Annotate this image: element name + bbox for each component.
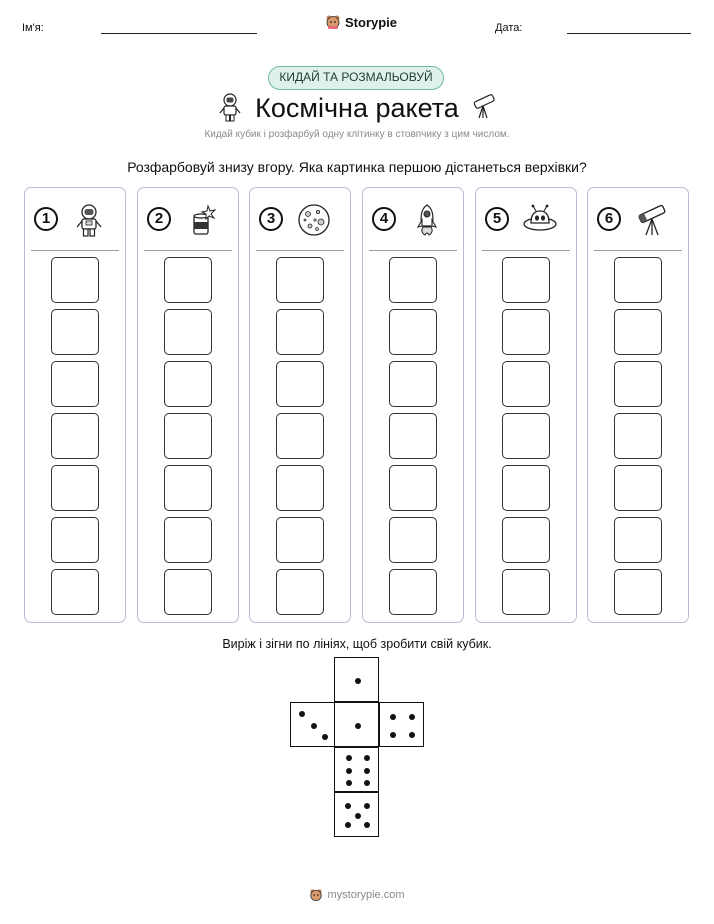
dice-pip <box>409 714 415 720</box>
cut-instruction: Виріж і зігни по лініях, щоб зробити свій кубик. <box>222 637 492 651</box>
roll-column-5 <box>475 187 577 623</box>
dice-pip <box>311 723 317 729</box>
coloring-cell[interactable] <box>276 413 324 459</box>
column-number: 2 <box>147 207 171 231</box>
astronaut-icon <box>71 202 107 238</box>
dice-pip <box>346 755 352 761</box>
coloring-cell[interactable] <box>51 309 99 355</box>
coloring-cell[interactable] <box>502 257 550 303</box>
dice-face <box>334 657 379 702</box>
column-divider <box>594 250 682 251</box>
logo-text: Storypie <box>345 14 398 30</box>
dice-pip <box>345 822 351 828</box>
coloring-cell[interactable] <box>502 309 550 355</box>
coloring-cell[interactable] <box>164 569 212 615</box>
dice-face <box>334 747 379 792</box>
column-divider <box>482 250 570 251</box>
coloring-cell[interactable] <box>502 465 550 511</box>
name-field[interactable] <box>101 33 257 34</box>
coloring-cell[interactable] <box>389 413 437 459</box>
dice-face <box>334 702 379 747</box>
coloring-cell[interactable] <box>164 309 212 355</box>
roll-column-2 <box>137 187 239 623</box>
coloring-cell[interactable] <box>51 413 99 459</box>
dice-pip <box>299 711 305 717</box>
telescope-icon <box>634 202 670 238</box>
dice-pip <box>345 803 351 809</box>
logo <box>325 14 397 30</box>
coloring-cell[interactable] <box>614 569 662 615</box>
roll-column-4 <box>362 187 464 623</box>
column-divider <box>31 250 119 251</box>
coloring-cell[interactable] <box>51 517 99 563</box>
dice-pip <box>322 734 328 740</box>
dice-pip <box>364 755 370 761</box>
coloring-cell[interactable] <box>614 413 662 459</box>
coloring-cell[interactable] <box>51 465 99 511</box>
column-number: 3 <box>259 207 283 231</box>
coloring-cell[interactable] <box>502 517 550 563</box>
dice-pip <box>390 732 396 738</box>
coloring-cell[interactable] <box>389 517 437 563</box>
dice-face <box>334 792 379 837</box>
coloring-cell[interactable] <box>164 413 212 459</box>
dice-pip <box>364 768 370 774</box>
coloring-cell[interactable] <box>51 361 99 407</box>
coloring-cell[interactable] <box>502 569 550 615</box>
column-number: 6 <box>597 207 621 231</box>
coloring-cell[interactable] <box>614 517 662 563</box>
dice-pip <box>409 732 415 738</box>
column-divider <box>144 250 232 251</box>
coloring-cell[interactable] <box>614 309 662 355</box>
footer <box>0 888 714 902</box>
column-number: 1 <box>34 207 58 231</box>
coloring-cell[interactable] <box>502 361 550 407</box>
coloring-cell[interactable] <box>164 361 212 407</box>
activity-badge: КИДАЙ ТА РОЗМАЛЬОВУЙ <box>268 66 444 90</box>
coloring-cell[interactable] <box>276 309 324 355</box>
date-field[interactable] <box>567 33 691 34</box>
coloring-cell[interactable] <box>51 569 99 615</box>
dice-pip <box>364 822 370 828</box>
bear-logo-icon <box>325 14 341 30</box>
coloring-cell[interactable] <box>164 465 212 511</box>
dice-pip <box>364 780 370 786</box>
dice-pip <box>346 768 352 774</box>
subtitle: Кидай кубик і розфарбуй одну клітинку в стовпчику з цим числом. <box>204 129 510 140</box>
ufo-alien-icon <box>522 202 558 238</box>
column-divider <box>256 250 344 251</box>
instruction: Розфарбовуй знизу вгору. Яка картинка першою дістанеться верхівки? <box>127 159 587 175</box>
dice-face <box>290 702 335 747</box>
coloring-cell[interactable] <box>389 257 437 303</box>
coloring-cell[interactable] <box>51 257 99 303</box>
coloring-cell[interactable] <box>276 569 324 615</box>
coloring-cell[interactable] <box>389 569 437 615</box>
footer-url: mystorypie.com <box>327 889 405 901</box>
coloring-cell[interactable] <box>276 465 324 511</box>
dice-pip <box>355 813 361 819</box>
dice-pip <box>364 803 370 809</box>
coloring-cell[interactable] <box>164 517 212 563</box>
name-label: Ім'я: <box>22 22 44 34</box>
coloring-cell[interactable] <box>389 361 437 407</box>
coloring-cell[interactable] <box>276 517 324 563</box>
date-label: Дата: <box>495 22 523 34</box>
column-divider <box>369 250 457 251</box>
dice-pip <box>390 714 396 720</box>
rocket-icon <box>409 202 445 238</box>
column-number: 4 <box>372 207 396 231</box>
coloring-cell[interactable] <box>276 257 324 303</box>
coloring-cell[interactable] <box>389 309 437 355</box>
dice-pip <box>355 678 361 684</box>
coloring-cell[interactable] <box>276 361 324 407</box>
dice-pip <box>355 723 361 729</box>
coloring-cell[interactable] <box>164 257 212 303</box>
column-number: 5 <box>485 207 509 231</box>
coloring-cell[interactable] <box>614 361 662 407</box>
coloring-cell[interactable] <box>614 465 662 511</box>
bear-footer-icon <box>309 888 323 902</box>
page-title: Космічна ракета <box>255 93 459 123</box>
dice-pip <box>346 780 352 786</box>
roll-column-6 <box>587 187 689 623</box>
moon-icon <box>296 202 332 238</box>
roll-column-1 <box>24 187 126 623</box>
coloring-cell[interactable] <box>614 257 662 303</box>
space-food-can-icon <box>184 202 220 238</box>
roll-column-3 <box>249 187 351 623</box>
coloring-cell[interactable] <box>389 465 437 511</box>
coloring-cell[interactable] <box>502 413 550 459</box>
dice-face <box>379 702 424 747</box>
telescope-title-icon <box>468 90 500 120</box>
